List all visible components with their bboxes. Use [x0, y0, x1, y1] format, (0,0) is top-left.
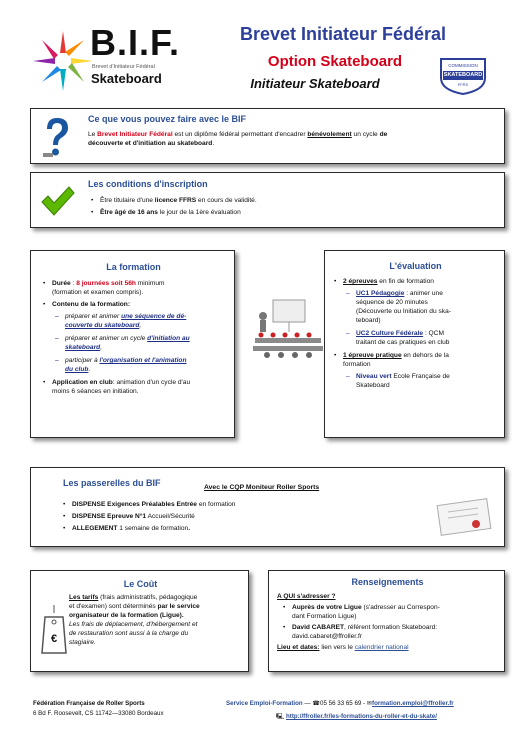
formation-application — [43, 378, 229, 396]
uc1-l4: teboard) — [356, 317, 381, 324]
app-post: : animation d'un cycle d'au — [112, 379, 191, 386]
eval-uc2 — [346, 329, 500, 347]
e2-bold: 1 épreuve pratique — [343, 352, 402, 359]
condition-age — [91, 208, 491, 217]
uc1-bold: UC1 Pédagogie — [356, 290, 405, 297]
s2-bold2: skateboard — [65, 344, 101, 351]
s3-pre: participer à — [65, 357, 100, 364]
s1-bold: une séquence de dé- — [121, 313, 187, 320]
e1-bold: 2 épreuves — [343, 278, 378, 285]
s3-bold: l'organisation et l'animation — [99, 357, 187, 364]
commission-badge — [437, 56, 489, 96]
price-tag-symbol: € — [50, 633, 58, 645]
logo-sub: Brevet d'Initiateur Fédéral — [92, 64, 155, 70]
calendrier-link[interactable]: calendrier national — [354, 644, 409, 651]
evaluation-title: L'évaluation — [389, 261, 442, 271]
logo-burst-icon — [28, 26, 98, 96]
r2-post: , référent formation Skateboard: — [344, 624, 438, 631]
conditions-box — [30, 172, 505, 228]
badge-top: COMMISSION — [448, 63, 478, 68]
uc2-bold: UC2 Culture Fédérale — [356, 330, 424, 337]
cond1-post: en cours de validité. — [196, 197, 257, 204]
cond2-post: le jour de la 1ère évaluation — [157, 209, 241, 216]
d1-post: en formation — [196, 501, 236, 508]
footer-url[interactable]: http://ffroller.fr/les-formations-du-roller-et-du-skate/ — [286, 713, 437, 720]
uc1-post: : animer une — [404, 290, 443, 297]
renseignements-ligue — [283, 603, 499, 621]
renseignements-content — [277, 592, 499, 652]
email-icon: ✉ — [366, 700, 373, 707]
eval-pratique — [334, 351, 500, 369]
cond1-bold: licence FFRS — [154, 197, 197, 204]
condition-licence — [91, 196, 491, 205]
renseignements-qui: A QUI s'adresser ? — [277, 593, 336, 600]
logo-word: Skateboard — [91, 71, 162, 86]
s1-post: , — [139, 322, 142, 329]
cout-title: Le Coût — [123, 579, 158, 589]
r1-post: (s'adresser au Correspon- — [361, 604, 440, 611]
cout-l4: Les frais de déplacement, d'hébergement et — [69, 621, 198, 628]
page-subtitle: Initiateur Skateboard — [250, 76, 380, 91]
formation-box — [30, 250, 235, 438]
s1-pre: préparer et animer — [65, 313, 122, 320]
r2-bold: David CABARET — [292, 624, 345, 631]
passerelle-dispense-2 — [63, 512, 393, 521]
badge-bottom: FFRS — [457, 82, 469, 87]
bif-name: Brevet Initiateur Fédéral — [97, 131, 173, 138]
footer-org: Fédération Française de Roller Sports — [33, 700, 145, 707]
footer-contact — [226, 700, 454, 707]
formation-content — [43, 279, 229, 396]
passerelle-dispense-1 — [63, 500, 393, 509]
bif-paragraph — [88, 130, 498, 148]
bif-p-prefix: Le — [88, 131, 98, 138]
duree-post: minimum — [135, 280, 165, 287]
contenu-label: Contenu de la formation — [52, 301, 128, 308]
bif-de: de — [379, 131, 388, 138]
lieu-post: lien vers le — [319, 644, 355, 651]
niv-bold: Niveau vert — [356, 373, 392, 380]
bif-logo — [28, 22, 198, 100]
app-line2: moins 6 séances en initiation. — [52, 388, 139, 395]
s2-bold: d'initiation au — [147, 335, 190, 342]
bif-decouverte: découverte et d'initiation au skateboard — [88, 140, 213, 147]
s2-pre: préparer et animer un cycle — [65, 335, 148, 342]
renseignements-title: Renseignements — [351, 577, 424, 587]
contenu-cycle — [55, 334, 229, 352]
renseignements-referent — [283, 623, 499, 641]
passerelles-box — [30, 467, 505, 547]
passerelles-title: Les passerelles du BIF — [63, 478, 161, 488]
bif-p-end: . — [212, 140, 215, 147]
uc2-post: : QCM — [423, 330, 444, 337]
cond1-pre: Être titulaire d'une — [100, 197, 155, 204]
bif-benevolement: bénévolement — [307, 131, 352, 138]
app-bold: Application en club — [52, 379, 113, 386]
cout-box — [30, 570, 249, 672]
renseignements-lieu — [277, 643, 499, 652]
d3-dot: . — [188, 525, 191, 532]
uc2-l2: traitant de cas pratiques en club — [356, 339, 450, 346]
cout-l5: de restauration sont aussi à la charge du — [69, 630, 189, 637]
footer-phone: 05 56 33 65 69 - — [320, 700, 366, 707]
footer-sep: — — [302, 700, 313, 707]
formation-contenu — [43, 300, 229, 309]
footer-web — [276, 711, 437, 722]
uc1-l3: (Découverte ou Initiation du ska- — [356, 308, 451, 315]
bif-p-mid2: un cycle — [351, 131, 380, 138]
contenu-colon: : — [127, 301, 131, 308]
footer-address: 6 Bd F. Roosevelt, CS 11742—33080 Bordeaux — [33, 710, 164, 717]
cout-l6: stagiaire. — [69, 639, 96, 646]
formation-duree — [43, 279, 229, 297]
e1-post: en fin de formation — [377, 278, 434, 285]
footer-email[interactable]: formation.emploi@ffroller.fr — [372, 700, 454, 707]
s3-bold2: du club — [65, 366, 89, 373]
e2-post: en dehors de la — [401, 352, 449, 359]
web-icon: 🖳 — [276, 713, 285, 720]
duree-line2: (formation et examen compris). — [52, 289, 144, 296]
badge-main: SKATEBOARD — [443, 72, 483, 78]
d3-post: 1 semaine de formation — [117, 525, 189, 532]
passerelles-cqp: Avec le CQP Moniteur Roller Sports — [204, 484, 320, 491]
cout-l2: et d'examen) sont déterminés — [69, 603, 158, 610]
cond2-bold: Être âgé de 16 ans — [100, 209, 158, 216]
bif-box-title: Ce que vous pouvez faire avec le BIF — [88, 114, 247, 124]
bif-p-mid: est un diplôme fédéral permettant d'encadrer — [172, 131, 308, 138]
d2-post: Accueil/Sécurité — [146, 513, 195, 520]
cout-l2-bold: par le service — [157, 603, 200, 610]
certificate-icon — [436, 498, 494, 536]
footer-service: Service Emploi-Formation — [226, 700, 303, 707]
s3-post: . — [88, 366, 91, 373]
contenu-seq — [55, 312, 229, 330]
bif-box — [30, 108, 505, 164]
passerelle-allegement — [63, 524, 393, 533]
evaluation-content — [334, 277, 500, 390]
niv-l2: Skateboard — [356, 382, 390, 389]
d3-bold: ALLEGEMENT — [72, 525, 118, 532]
page-option: Option Skateboard — [267, 53, 403, 70]
e2-l2: formation — [343, 361, 371, 368]
duree-value: 8 journées soit 56h — [76, 280, 136, 287]
duree-sep: : — [70, 280, 77, 287]
s2-post: , — [100, 344, 103, 351]
formation-title: La formation — [106, 262, 161, 272]
contenu-club — [55, 356, 229, 374]
d2-bold: DISPENSE Epreuve N°1 — [72, 513, 147, 520]
cout-content — [69, 593, 243, 647]
price-tag-icon — [39, 603, 69, 659]
eval-uc1 — [346, 289, 500, 325]
niv-post: Ecole Française de — [391, 373, 450, 380]
eval-niveau — [346, 372, 500, 390]
logo-text: B.I.F. — [90, 22, 181, 63]
cout-l1-post: (frais administratifs, pédagogique — [98, 594, 198, 601]
question-mark-icon — [41, 115, 73, 159]
checkmark-icon — [39, 183, 75, 219]
classroom-illustration-icon — [249, 298, 327, 360]
cout-l3-bold: organisateur de la formation (Ligue). — [69, 612, 184, 619]
conditions-title: Les conditions d'inscription — [88, 179, 208, 189]
evaluation-box — [324, 250, 505, 438]
referent-email[interactable]: david.cabaret@ffroller.fr — [292, 633, 362, 640]
duree-label: Durée — [52, 280, 71, 287]
renseignements-box — [268, 570, 505, 672]
page-title: Brevet Initiateur Fédéral — [239, 24, 447, 44]
eval-epreuves — [334, 277, 500, 286]
uc1-l2: séquence de 20 minutes — [356, 299, 428, 306]
phone-icon: ☎ — [312, 700, 321, 707]
r1-l2: dant Formation Ligue) — [292, 613, 357, 620]
d1-bold: DISPENSE Exigences Préalables Entrée — [72, 501, 197, 508]
r1-bold: Auprès de votre Ligue — [292, 604, 362, 611]
s1-bold2: couverte du skateboard — [65, 322, 140, 329]
conditions-list — [91, 196, 491, 217]
passerelles-list — [63, 500, 393, 533]
lieu-bold: Lieu et dates: — [277, 644, 320, 651]
cout-tarifs: Les tarifs — [69, 594, 99, 601]
